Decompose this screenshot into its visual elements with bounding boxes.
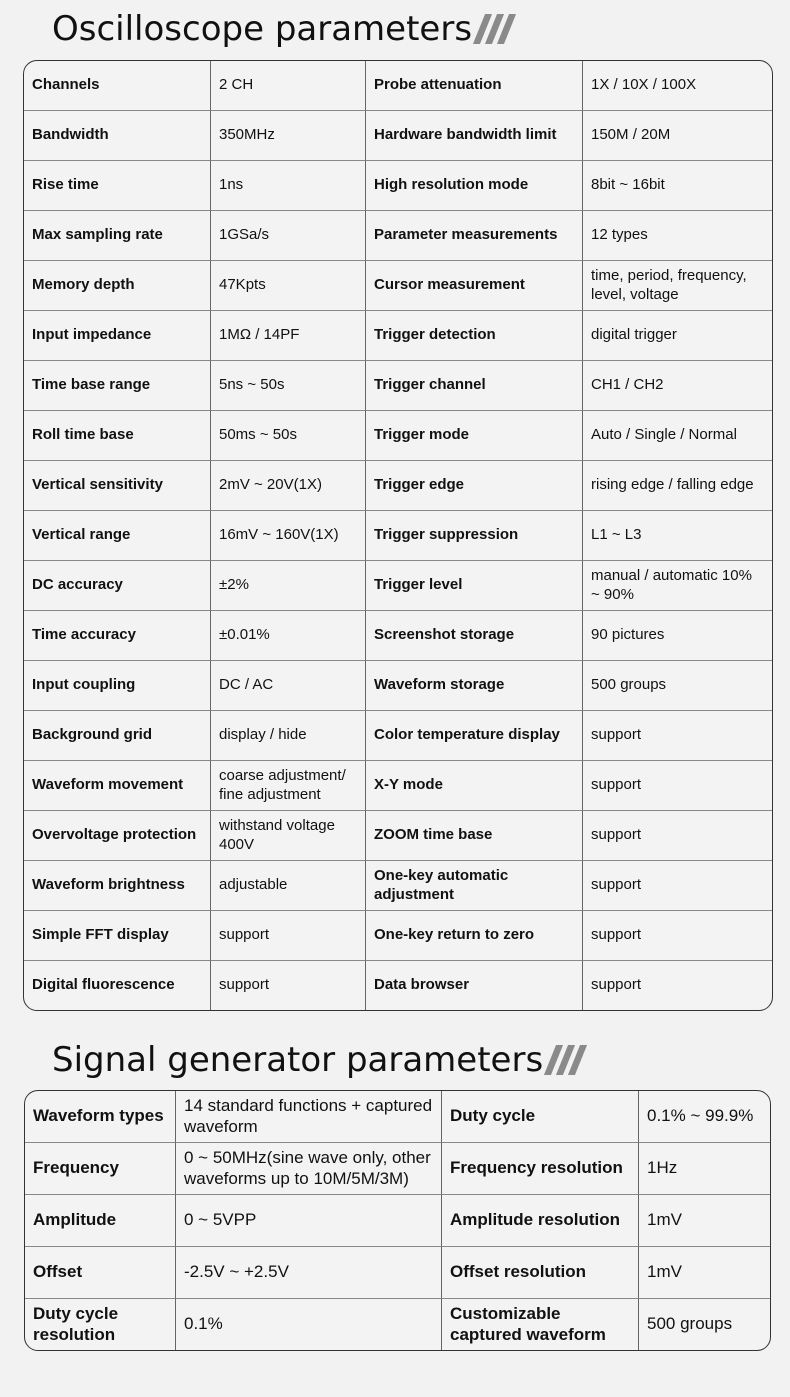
- spec-value: support: [211, 961, 366, 1010]
- signal-generator-spec-table: [24, 1090, 771, 1351]
- oscilloscope-spec-row: [24, 561, 772, 611]
- spec-value: 150M / 20M: [583, 111, 772, 161]
- spec-value: support: [583, 911, 772, 961]
- spec-value: L1 ~ L3: [583, 511, 772, 561]
- spec-label: Memory depth: [24, 261, 211, 311]
- oscilloscope-spec-row: [24, 811, 772, 861]
- spec-value: manual / automatic 10% ~ 90%: [583, 561, 772, 611]
- spec-label: Waveform types: [25, 1091, 176, 1143]
- spec-label: DC accuracy: [24, 561, 211, 611]
- spec-value: ±0.01%: [211, 611, 366, 661]
- spec-label: Input impedance: [24, 311, 211, 361]
- spec-label: Vertical sensitivity: [24, 461, 211, 511]
- spec-label: Digital fluorescence: [24, 961, 211, 1010]
- spec-label: Trigger edge: [366, 461, 583, 511]
- spec-label: Parameter measurements: [366, 211, 583, 261]
- signal-generator-title-text: Signal generator parameters: [52, 1040, 544, 1080]
- oscilloscope-spec-row: [24, 61, 772, 111]
- spec-value: support: [583, 861, 772, 911]
- oscilloscope-title-text: Oscilloscope parameters: [52, 9, 473, 49]
- spec-label: Input coupling: [24, 661, 211, 711]
- spec-value: digital trigger: [583, 311, 772, 361]
- spec-value: withstand voltage 400V: [211, 811, 366, 861]
- spec-value: 1X / 10X / 100X: [583, 61, 772, 111]
- spec-value: 1ns: [211, 161, 366, 211]
- spec-value: display / hide: [211, 711, 366, 761]
- spec-label: Roll time base: [24, 411, 211, 461]
- spec-label: Time accuracy: [24, 611, 211, 661]
- spec-value: 1GSa/s: [211, 211, 366, 261]
- spec-label: High resolution mode: [366, 161, 583, 211]
- spec-label: One-key return to zero: [366, 911, 583, 961]
- oscilloscope-spec-row: [24, 761, 772, 811]
- oscilloscope-spec-row: [24, 111, 772, 161]
- spec-label: Trigger suppression: [366, 511, 583, 561]
- spec-label: Screenshot storage: [366, 611, 583, 661]
- spec-label: Duty cycle resolution: [25, 1299, 176, 1350]
- spec-value: time, period, frequency, level, voltage: [583, 261, 772, 311]
- spec-label: Frequency resolution: [442, 1143, 639, 1195]
- spec-label: Duty cycle: [442, 1091, 639, 1143]
- spec-label: Trigger level: [366, 561, 583, 611]
- spec-value: 5ns ~ 50s: [211, 361, 366, 411]
- oscilloscope-spec-row: [24, 311, 772, 361]
- spec-value: ±2%: [211, 561, 366, 611]
- spec-label: Data browser: [366, 961, 583, 1010]
- signal-generator-spec-row: [25, 1247, 770, 1299]
- oscilloscope-spec-row: [24, 261, 772, 311]
- spec-label: Rise time: [24, 161, 211, 211]
- spec-value: 47Kpts: [211, 261, 366, 311]
- spec-label: Offset resolution: [442, 1247, 639, 1299]
- spec-value: adjustable: [211, 861, 366, 911]
- spec-value: 500 groups: [583, 661, 772, 711]
- slash-decoration-icon: [474, 14, 510, 44]
- spec-label: Frequency: [25, 1143, 176, 1195]
- signal-generator-spec-row: [25, 1091, 770, 1143]
- oscilloscope-spec-row: [24, 661, 772, 711]
- spec-value: 90 pictures: [583, 611, 772, 661]
- spec-value: Auto / Single / Normal: [583, 411, 772, 461]
- spec-value: support: [591, 976, 642, 994]
- spec-value: DC / AC: [211, 661, 366, 711]
- spec-label: Waveform brightness: [24, 861, 211, 911]
- spec-value: -2.5V ~ +2.5V: [176, 1247, 442, 1299]
- oscilloscope-spec-row: [24, 911, 772, 961]
- spec-value: coarse adjustment/ fine adjustment: [211, 761, 366, 811]
- spec-value: 0.1% ~ 99.9%: [639, 1091, 770, 1143]
- signal-generator-spec-row: [25, 1299, 770, 1350]
- spec-value: support: [583, 811, 772, 861]
- spec-value: 1mV: [639, 1195, 770, 1247]
- oscilloscope-spec-row: [24, 711, 772, 761]
- spec-value: 0.1%: [176, 1299, 442, 1350]
- spec-label: Trigger mode: [366, 411, 583, 461]
- oscilloscope-spec-row: [24, 511, 772, 561]
- spec-value: support: [583, 711, 772, 761]
- spec-label: Color temperature display: [366, 711, 583, 761]
- spec-label: Overvoltage protection: [24, 811, 211, 861]
- spec-value: CH1 / CH2: [583, 361, 772, 411]
- spec-label: Waveform movement: [24, 761, 211, 811]
- spec-value: 16mV ~ 160V(1X): [211, 511, 366, 561]
- spec-label: Simple FFT display: [24, 911, 211, 961]
- spec-value: 2 CH: [211, 61, 366, 111]
- spec-value: rising edge / falling edge: [583, 461, 772, 511]
- spec-label: One-key automatic adjustment: [366, 861, 583, 911]
- oscilloscope-spec-row: [24, 861, 772, 911]
- spec-label: Vertical range: [24, 511, 211, 561]
- spec-label: Channels: [24, 61, 211, 111]
- spec-value: 350MHz: [211, 111, 366, 161]
- signal-generator-spec-row: [25, 1143, 770, 1195]
- oscilloscope-spec-row: [24, 611, 772, 661]
- signal-generator-section-title: [52, 1040, 581, 1080]
- spec-value: support: [583, 761, 772, 811]
- spec-label: Probe attenuation: [366, 61, 583, 111]
- spec-label: Trigger channel: [366, 361, 583, 411]
- oscilloscope-spec-row: [24, 961, 772, 1010]
- spec-label: Max sampling rate: [24, 211, 211, 261]
- spec-value: 1MΩ / 14PF: [211, 311, 366, 361]
- spec-value: 14 standard functions + captured waveform: [176, 1091, 442, 1143]
- spec-value: 1Hz: [639, 1143, 770, 1195]
- spec-label: Amplitude: [25, 1195, 176, 1247]
- spec-label: Amplitude resolution: [442, 1195, 639, 1247]
- spec-label: Time base range: [24, 361, 211, 411]
- spec-value: support: [211, 911, 366, 961]
- spec-label: Bandwidth: [24, 111, 211, 161]
- spec-label: Cursor measurement: [366, 261, 583, 311]
- spec-label: Offset: [25, 1247, 176, 1299]
- oscilloscope-spec-row: [24, 161, 772, 211]
- oscilloscope-spec-row: [24, 361, 772, 411]
- signal-generator-spec-row: [25, 1195, 770, 1247]
- spec-value: 2mV ~ 20V(1X): [211, 461, 366, 511]
- spec-value: 50ms ~ 50s: [211, 411, 366, 461]
- spec-value: 0 ~ 5VPP: [176, 1195, 442, 1247]
- spec-label: Background grid: [24, 711, 211, 761]
- oscilloscope-spec-table: [23, 60, 773, 1011]
- slash-decoration-icon: [545, 1045, 581, 1075]
- oscilloscope-spec-row: [24, 411, 772, 461]
- spec-label: ZOOM time base: [366, 811, 583, 861]
- spec-label: X-Y mode: [366, 761, 583, 811]
- spec-label: Waveform storage: [366, 661, 583, 711]
- spec-label: Customizable captured waveform: [442, 1299, 639, 1350]
- spec-value: 500 groups: [647, 1314, 733, 1334]
- spec-label: Trigger detection: [366, 311, 583, 361]
- oscilloscope-section-title: [52, 9, 510, 49]
- spec-label: Hardware bandwidth limit: [366, 111, 583, 161]
- oscilloscope-spec-row: [24, 461, 772, 511]
- spec-value: 12 types: [583, 211, 772, 261]
- spec-value: 8bit ~ 16bit: [583, 161, 772, 211]
- spec-value: 1mV: [639, 1247, 770, 1299]
- oscilloscope-spec-row: [24, 211, 772, 261]
- spec-value: 0 ~ 50MHz(sine wave only, other waveforms up to 10M/5M/3M): [176, 1143, 442, 1195]
